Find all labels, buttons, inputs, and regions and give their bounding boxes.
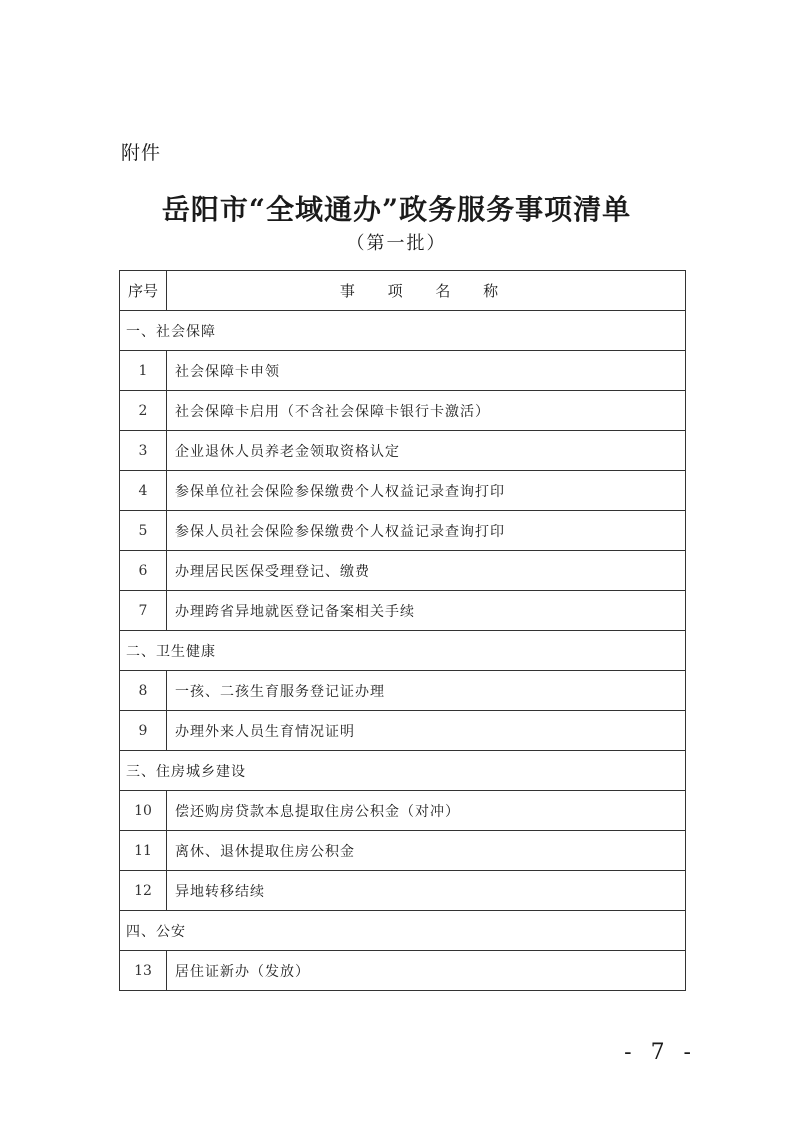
item-name: 居住证新办（发放）	[167, 951, 686, 991]
item-name: 参保人员社会保险参保缴费个人权益记录查询打印	[167, 511, 686, 551]
item-name: 参保单位社会保险参保缴费个人权益记录查询打印	[167, 471, 686, 511]
item-name: 办理跨省异地就医登记备案相关手续	[167, 591, 686, 631]
item-number: 4	[120, 471, 167, 511]
item-name: 企业退休人员养老金领取资格认定	[167, 431, 686, 471]
item-number: 2	[120, 391, 167, 431]
table-row	[120, 871, 686, 911]
table-row	[120, 831, 686, 871]
table-row	[120, 671, 686, 711]
item-number: 7	[120, 591, 167, 631]
item-name: 离休、退休提取住房公积金	[167, 831, 686, 871]
item-name: 办理居民医保受理登记、缴费	[167, 551, 686, 591]
item-name: 办理外来人员生育情况证明	[167, 711, 686, 751]
table-row	[120, 351, 686, 391]
category-row	[120, 311, 686, 351]
item-number: 3	[120, 431, 167, 471]
table-row	[120, 951, 686, 991]
category-label: 三、住房城乡建设	[120, 751, 686, 791]
item-number: 10	[120, 791, 167, 831]
attachment-label: 附件	[121, 142, 162, 164]
item-name: 社会保障卡启用（不含社会保障卡银行卡激活）	[167, 391, 686, 431]
page-number: - 7 -	[624, 1040, 697, 1065]
category-row	[120, 631, 686, 671]
item-number: 12	[120, 871, 167, 911]
item-number: 11	[120, 831, 167, 871]
table-body	[120, 311, 686, 991]
item-number: 13	[120, 951, 167, 991]
item-number: 5	[120, 511, 167, 551]
header-no: 序号	[120, 271, 167, 311]
category-label: 四、公安	[120, 911, 686, 951]
table-row	[120, 431, 686, 471]
category-row	[120, 911, 686, 951]
table-row	[120, 471, 686, 511]
category-label: 一、社会保障	[120, 311, 686, 351]
table-row	[120, 711, 686, 751]
table-row	[120, 511, 686, 551]
table-row	[120, 591, 686, 631]
table-row	[120, 391, 686, 431]
item-name: 一孩、二孩生育服务登记证办理	[167, 671, 686, 711]
item-name: 偿还购房贷款本息提取住房公积金（对冲）	[167, 791, 686, 831]
item-name: 异地转移结续	[167, 871, 686, 911]
document-title: 岳阳市“全域通办”政务服务事项清单	[161, 193, 632, 226]
item-number: 1	[120, 351, 167, 391]
table-row	[120, 551, 686, 591]
item-number: 6	[120, 551, 167, 591]
service-items-table	[119, 270, 686, 991]
item-number: 8	[120, 671, 167, 711]
category-label: 二、卫生健康	[120, 631, 686, 671]
category-row	[120, 751, 686, 791]
table-header-row	[120, 271, 686, 311]
item-number: 9	[120, 711, 167, 751]
table-row	[120, 791, 686, 831]
header-name: 事 项 名 称	[167, 271, 686, 311]
item-name: 社会保障卡申领	[167, 351, 686, 391]
document-subtitle: （第一批）	[346, 233, 447, 254]
